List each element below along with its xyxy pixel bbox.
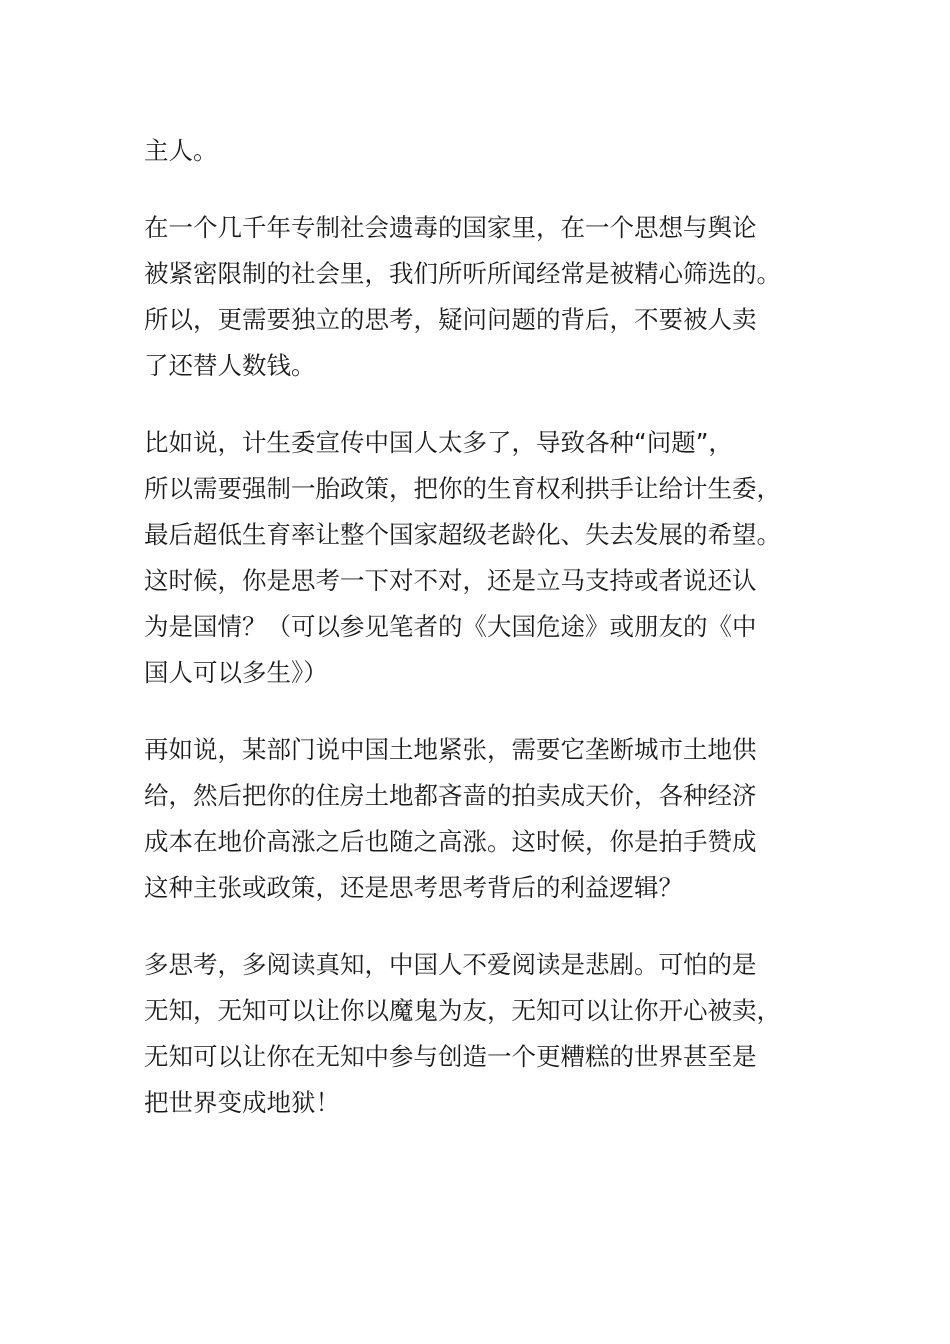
- text-line: 无知，无知可以让你以魔鬼为友，无知可以让你开心被卖，: [144, 996, 781, 1025]
- text-line: 主人。: [144, 136, 218, 165]
- text-line: 把世界变成地狱！: [144, 1088, 340, 1117]
- paragraph-4: [144, 727, 804, 911]
- text-line: 成本在地价高涨之后也随之高涨。这时候，你是拍手赞成: [144, 827, 757, 856]
- text-line: 给，然后把你的住房土地都吝啬的拍卖成天价，各种经济: [144, 781, 757, 810]
- paragraph-5: [144, 942, 804, 1126]
- text-line: 国人可以多生》）: [144, 658, 328, 687]
- paragraph-2: [144, 205, 804, 389]
- text-line: 最后超低生育率让整个国家超级老龄化、失去发展的希望。: [144, 520, 781, 549]
- text-line: 这时候，你是思考一下对不对，还是立马支持或者说还认: [144, 566, 757, 595]
- text-line: 所以需要强制一胎政策，把你的生育权利拱手让给计生委，: [144, 474, 781, 503]
- text-line: 比如说，计生委宣传中国人太多了，导致各种“问题”，: [144, 428, 733, 457]
- text-line: 在一个几千年专制社会遗毒的国家里，在一个思想与舆论: [144, 213, 757, 242]
- text-line: 被紧密限制的社会里，我们所听所闻经常是被精心筛选的。: [144, 259, 781, 288]
- text-line: 这种主张或政策，还是思考思考背后的利益逻辑？: [144, 873, 683, 902]
- article-body: [144, 128, 804, 1157]
- text-line: 所以，更需要独立的思考，疑问问题的背后，不要被人卖: [144, 305, 757, 334]
- text-line: 为是国情？（可以参见笔者的《大国危途》或朋友的《中: [144, 612, 757, 641]
- text-line: 再如说，某部门说中国土地紧张，需要它垄断城市土地供: [144, 735, 757, 764]
- paragraph-3: [144, 420, 804, 696]
- text-line: 无知可以让你在无知中参与创造一个更糟糕的世界甚至是: [144, 1042, 757, 1071]
- text-line: 多思考，多阅读真知，中国人不爱阅读是悲剧。可怕的是: [144, 950, 757, 979]
- text-line: 了还替人数钱。: [144, 351, 316, 380]
- paragraph-1: [144, 128, 804, 174]
